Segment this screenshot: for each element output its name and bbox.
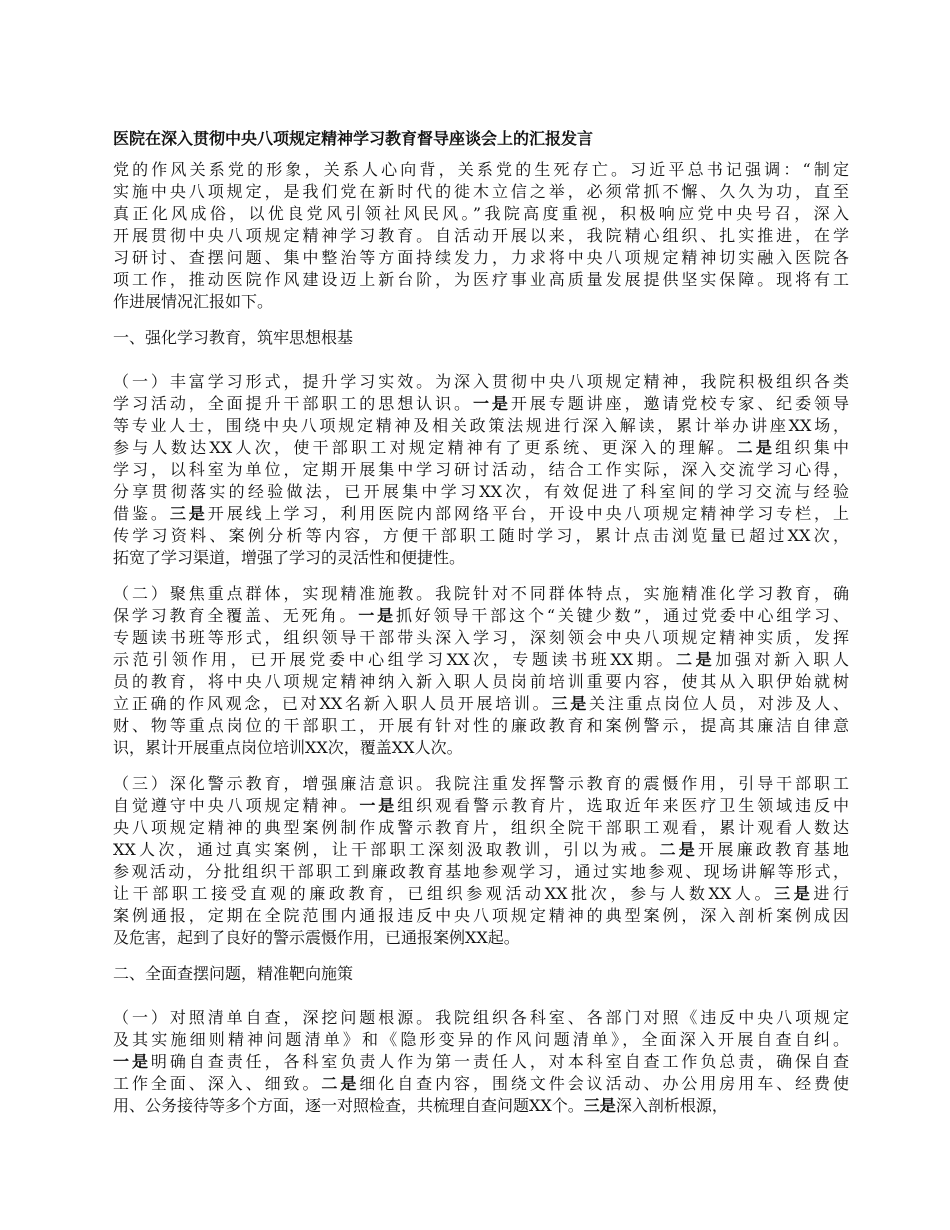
paragraph: [113, 371, 849, 569]
bold-marker: 一是: [113, 1052, 151, 1071]
bold-marker: 一是: [358, 606, 396, 625]
bold-marker: 二是: [659, 840, 699, 859]
text-line: [113, 583, 849, 605]
bold-marker: 二是: [321, 1074, 360, 1093]
section-heading: [113, 963, 849, 985]
text-line: [113, 291, 849, 313]
text-line: [113, 481, 849, 503]
text-line: [113, 437, 849, 459]
text-segment: 及其实施细则精神问题清单》和《隐形变异的作风问题清单》，全面深入开展自查自纠。: [113, 1030, 849, 1049]
text-line: [113, 839, 849, 861]
text-segment: 保学习教育全覆盖、无死角。: [113, 606, 359, 625]
text-segment: 参与人数达XX人次，使干部职工对规定精神有了更系统、更深入的理解。: [113, 438, 737, 457]
text-segment: （一）对照清单自查，深挖问题根源。我院组织各科室、各部门对照《违反中央八项规定: [113, 1008, 849, 1027]
text-segment: 示范引领作用，已开展党委中心组学习XX次，专题读书班XX期。: [113, 650, 676, 669]
section-heading: [113, 327, 849, 349]
text-segment: 一、强化学习教育，筑牢思想根基: [113, 328, 354, 347]
bold-marker: 二是: [675, 650, 716, 669]
bold-marker: 一是: [359, 796, 398, 815]
document-title: 医院在深入贯彻中央八项规定精神学习教育督导座谈会上的汇报发言: [113, 129, 594, 148]
text-segment: 用、公务接待等多个方面，逐一对照检查，共梳理自查问题XX个。: [113, 1096, 584, 1115]
text-line: [113, 905, 849, 927]
text-segment: 参观活动，分批组织干部职工到廉政教育基地参观学习，通过实地参观、现场讲解等形式，: [113, 862, 849, 881]
bold-marker: 三是: [169, 504, 208, 523]
text-line: [113, 181, 849, 203]
text-line: [113, 393, 849, 415]
text-segment: （二）聚焦重点群体，实现精准施教。我院针对不同群体特点，实施精准化学习教育，确: [113, 584, 849, 603]
text-segment: 案例通报，定期在全院范围内通报违反中央八项规定精神的典型案例，深入剖析案例成因: [113, 906, 849, 925]
text-segment: 等专业人士，围绕中央八项规定精神及相关政策法规进行深入解读，累计举办讲座XX场，: [113, 416, 849, 435]
text-segment: 专题读书班等形式，组织领导干部带头深入学习，深刻领会中央八项规定精神实质，发挥: [113, 628, 849, 647]
text-line: [113, 269, 849, 291]
text-segment: 组织观看警示教育片，选取近年来医疗卫生领域违反中: [397, 796, 849, 815]
text-segment: 财、物等重点岗位的干部职工，开展有针对性的廉政教育和案例警示，提高其廉洁自律意: [113, 716, 849, 735]
text-segment: 立正确的作风观念，已对XX名新入职人员开展培训。: [113, 694, 552, 713]
text-line: [113, 963, 849, 985]
text-segment: 关注重点岗位人员，对涉及人、: [589, 694, 849, 713]
text-segment: 开展廉政教育基地: [698, 840, 849, 859]
text-line: [113, 627, 849, 649]
text-segment: 开展专题讲座，邀请党校专家、纪委领导: [510, 394, 849, 413]
text-segment: 开展线上学习，利用医院内部网络平台，开设中央八项规定精神学习专栏，上: [207, 504, 849, 523]
text-line: [113, 247, 849, 269]
text-line: [113, 327, 849, 349]
text-segment: 进行: [813, 884, 849, 903]
text-line: [113, 1051, 849, 1073]
text-segment: 工作全面、深入、细致。: [113, 1074, 322, 1093]
text-line: [113, 795, 849, 817]
text-segment: 组织集中: [775, 438, 849, 457]
text-segment: 作进展情况汇报如下。: [113, 292, 274, 311]
text-segment: 实施中央八项规定，是我们党在新时代的徙木立信之举，必须常抓不懈、久久为功，直至: [113, 182, 849, 201]
text-segment: 深入剖析根源，: [615, 1096, 728, 1115]
document-page: [113, 128, 849, 1131]
text-line: [113, 927, 849, 949]
text-line: [113, 525, 849, 547]
text-line: [113, 415, 849, 437]
bold-marker: 三是: [583, 1096, 616, 1115]
bold-marker: 三是: [551, 694, 589, 713]
text-line: [113, 773, 849, 795]
text-line: [113, 883, 849, 905]
text-segment: 让干部职工接受直观的廉政教育，已组织参观活动XX批次，参与人数XX人。: [113, 884, 775, 903]
text-segment: 开展贯彻中央八项规定精神学习教育。自活动开展以来，我院精心组织、扎实推进，在学: [113, 226, 849, 245]
text-line: [113, 605, 849, 627]
text-line: [113, 671, 849, 693]
text-segment: 项工作，推动医院作风建设迈上新台阶，为医疗事业高质量发展提供坚实保障。现将有工: [113, 270, 849, 289]
text-segment: （一）丰富学习形式，提升学习实效。为深入贯彻中央八项规定精神，我院积极组织各类: [113, 372, 849, 391]
text-segment: 员的教育，将中央八项规定精神纳入新入职人员岗前培训重要内容，使其从入职伊始就树: [113, 672, 849, 691]
text-line: [113, 1029, 849, 1051]
text-line: [113, 693, 849, 715]
text-line: [113, 225, 849, 247]
text-line: [113, 459, 849, 481]
paragraph: [113, 773, 849, 949]
text-segment: 明确自查责任，各科室负责人作为第一责任人，对本科室自查工作负总责，确保自查: [150, 1052, 849, 1071]
bold-marker: 一是: [472, 394, 511, 413]
text-line: [113, 1095, 849, 1117]
document-body: [113, 159, 849, 1117]
text-line: [113, 737, 849, 759]
text-segment: 拓宽了学习渠道，增强了学习的灵活性和便捷性。: [113, 548, 466, 567]
text-segment: 抓好领导干部这个“关键少数”，通过党委中心组学习、: [395, 606, 849, 625]
text-segment: 及危害，起到了良好的警示震慑作用，已通报案例XX起。: [113, 928, 520, 947]
text-line: [113, 203, 849, 225]
text-segment: 加强对新入职人: [715, 650, 849, 669]
text-segment: （三）深化警示教育，增强廉洁意识。我院注重发挥警示教育的震慑作用，引导干部职工: [113, 774, 849, 793]
text-segment: 传学习资料、案例分析等内容，方便干部职工随时学习，累计点击浏览量已超过XX次，: [113, 526, 849, 545]
text-line: [113, 817, 849, 839]
text-line: [113, 371, 849, 393]
text-segment: 自觉遵守中央八项规定精神。: [113, 796, 360, 815]
text-segment: 习研讨、查摆问题、集中整治等方面持续发力，力求将中央八项规定精神切实融入医院各: [113, 248, 849, 267]
text-line: [113, 547, 849, 569]
text-line: [113, 159, 849, 181]
text-segment: 学习，以科室为单位，定期开展集中学习研讨活动，结合工作实际，深入交流学习心得，: [113, 460, 849, 479]
text-segment: 学习活动，全面提升干部职工的思想认识。: [113, 394, 473, 413]
paragraph: [113, 159, 849, 313]
text-segment: XX人次，通过真实案例，让干部职工深刻汲取教训，引以为戒。: [113, 840, 660, 859]
text-segment: 细化自查内容，围绕文件会议活动、办公用房用车、经费使: [359, 1074, 849, 1093]
text-line: [113, 715, 849, 737]
text-line: [113, 649, 849, 671]
paragraph: [113, 583, 849, 759]
text-segment: 真正化风成俗，以优良党风引领社风民风。”我院高度重视，积极响应党中央号召，深入: [113, 204, 849, 223]
bold-marker: 三是: [774, 884, 814, 903]
paragraph: [113, 1007, 849, 1117]
text-segment: 借鉴。: [113, 504, 170, 523]
text-line: [113, 861, 849, 883]
text-segment: 党的作风关系党的形象，关系人心向背，关系党的生死存亡。习近平总书记强调：“制定: [113, 160, 849, 179]
text-line: [113, 1073, 849, 1095]
text-line: [113, 503, 849, 525]
bold-marker: 二是: [736, 438, 776, 457]
text-segment: 识，累计开展重点岗位培训XX次，覆盖XX人次。: [113, 738, 463, 757]
text-segment: 央八项规定精神的典型案例制作成警示教育片，组织全院干部职工观看，累计观看人数达: [113, 818, 849, 837]
text-line: [113, 1007, 849, 1029]
text-segment: 分享贯彻落实的经验做法，已开展集中学习XX次，有效促进了科室间的学习交流与经验: [113, 482, 849, 501]
text-segment: 二、全面查摆问题，精准靶向施策: [113, 964, 354, 983]
